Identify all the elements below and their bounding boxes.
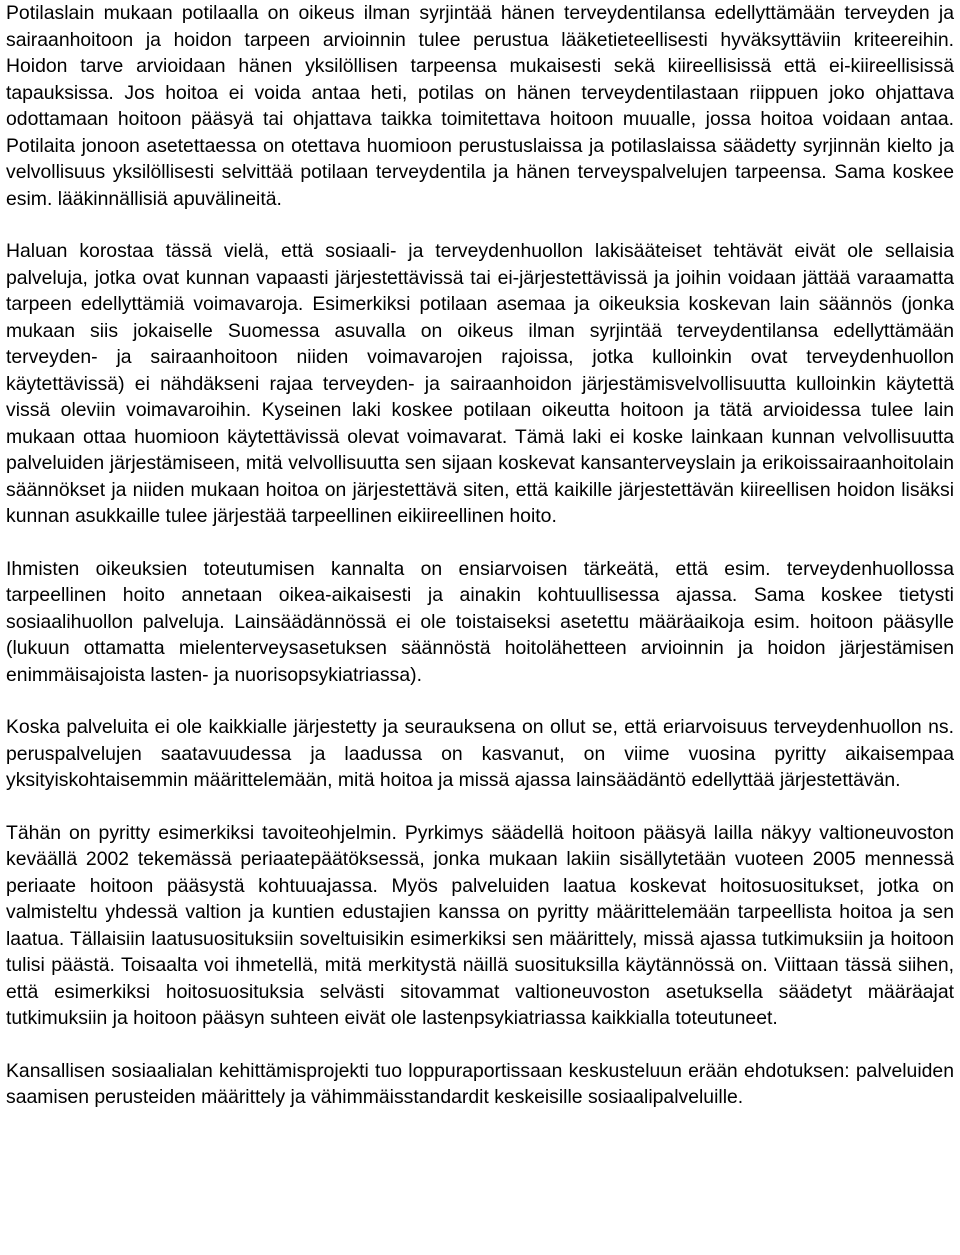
document-page <box>6 0 954 1111</box>
paragraph-target-programmes: Tähän on pyritty esimerkiksi tavoiteohjelmin. Pyrkimys säädellä hoitoon pääsyä lailla näkyy valtioneuvoston keväällä 2002 tekemässä periaatepäätöksessä, jonka mukaan lakiin sisällytetään vuoteen 2005 mennessä periaate hoitoon pääsystä kohtuuajassa. Myös palveluiden laatua koskevat hoitosuositukset, jotka on valmisteltu yhdessä valtion ja kuntien edustajien kanssa on pyritty määrittelemään tarpeellista hoitoa ja sen laatua. Tällaisiin laatusuosituksiin soveltuisikin esimerkiksi sen määrittely, missä ajassa tutkimuksiin ja hoitoon tulisi päästä. Toisaalta voi ihmetellä, mitä merkitystä näillä suosituksilla käytännössä on. Viittaan tässä siihen, että esimerkiksi hoitosuosituksia selvästi sitovammat valtioneuvoston asetuksella säädetyt määräajat tutkimuksiin ja hoitoon pääsyn suhteen eivät ole lastenpsykiatriassa kaikkialla toteutuneet. <box>6 821 954 1029</box>
paragraph-national-project: Kansallisen sosiaalialan kehittämisprojekti tuo loppuraportissaan keskusteluun erään ehdotuksen: palveluiden saamisen perusteiden määrittely ja vähimmäisstandardit keskeisille sosiaalipalveluille. <box>6 1059 954 1108</box>
paragraph-timely-care: Ihmisten oikeuksien toteutumisen kannalta on ensiarvoisen tärkeätä, että esim. terveydenhuollossa tarpeellinen hoito annetaan oikea-aikaisesti ja ainakin kohtuullisessa ajassa. Sama koskee tietysti sosiaalihuollon palveluja. Lainsäädännössä ei ole toistaiseksi asetettu määräaikoja esim. hoitoon pääsylle (lukuun ottamatta mielenterveysasetuksen säännöstä hoitolähetteen arvioinnin ja hoidon järjestämisen enimmäisajoista lasten- ja nuorisopsykiatriassa). <box>6 557 954 686</box>
paragraph-inequality: Koska palveluita ei ole kaikkialle järjestetty ja seurauksena on ollut se, että eriarvoisuus terveydenhuollon ns. peruspalvelujen saatavuudessa ja laadussa on kasvanut, on viime vuosina pyritty aikaisempaa yksityiskohtaisemmin määrittelemään, mitä hoitoa ja missä ajassa lainsäädäntö edellyttää järjestettävän. <box>6 716 954 791</box>
paragraph-municipal-duties: Haluan korostaa tässä vielä, että sosiaali- ja terveydenhuollon lakisääteiset tehtävät eivät ole sellaisia palveluja, jotka ovat kunnan vapaasti järjestettävissä tai ei-järjestettävissä ja joihin voidaan jättää varaamatta tarpeen edellyttämiä voimavaroja. Esimerkiksi potilaan asemaa ja oikeuksia koskevan lain säännös (jonka mukaan siis jokaiselle Suomessa asuvalla on oikeus ilman syrjintää terveydentilansa edellyttämään terveyden- ja sairaanhoitoon niiden voimavarojen rajoissa, jotka kulloinkin ovat terveydenhuollon käytettävissä) ei nähdäkseni rajaa terveyden- ja sairaanhoidon järjestämisvelvollisuutta kulloinkin käytettä vissä oleviin voimavaroihin. Kyseinen laki koskee potilaan oikeutta hoitoon ja tätä arvioidessa tulee lain mukaan ottaa huomioon käytettävissä olevat voimavarat. Tämä laki ei koske lainkaan kunnan velvollisuutta palveluiden järjestämiseen, mitä velvollisuutta sen sijaan koskevat kansanterveyslain ja erikoissairaanhoitolain säännökset ja niiden mukaan hoitoa on järjestettävä siten, että kaikille järjestettävän kiireellisen hoidon lisäksi kunnan asukkaille tulee järjestää tarpeellinen eikiireellinen hoito. <box>6 240 954 527</box>
paragraph-patient-rights: Potilaslain mukaan potilaalla on oikeus ilman syrjintää hänen terveydentilansa edellyttämään terveyden ja sairaanhoitoon ja hoidon tarpeen arvioinnin tulee perustua lääketieteellisesti hyväksyttäviin kriteereihin. Hoidon tarve arvioidaan hänen yksilöllisen tarpeensa mukaisesti sekä kiireellisissä että ei-kiireellisissä tapauksissa. Jos hoitoa ei voida antaa heti, potilas on hänen terveydentilastaan riippuen joko ohjattava odottamaan hoitoon pääsyä tai ohjattava taikka toimitettava hoitoon muualle, jossa hoitoa voidaan antaa. Potilaita jonoon asetettaessa on otettava huomioon perustuslaissa ja potilaslaissa säädetty syrjinnän kielto ja velvollisuus yksilöllisesti selvittää potilaan terveydentila ja hänen terveyspalvelujen tarpeensa. Sama koskee esim. lääkinnällisiä apuvälineitä. <box>6 2 954 210</box>
